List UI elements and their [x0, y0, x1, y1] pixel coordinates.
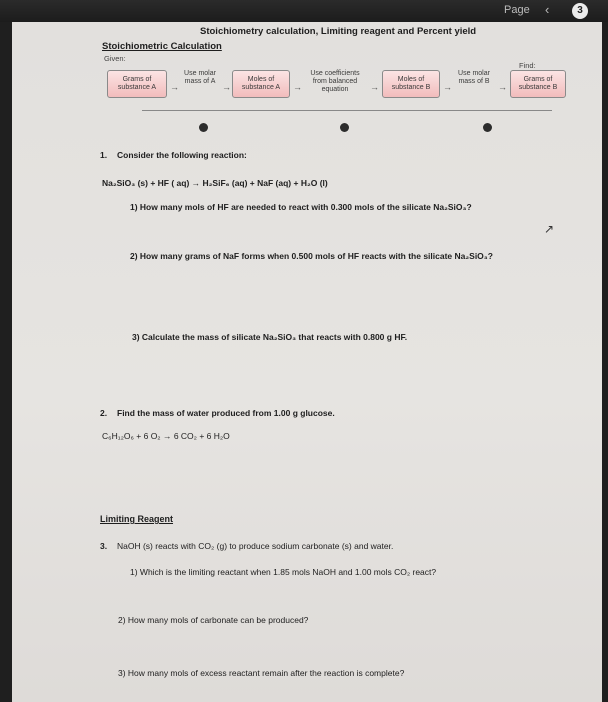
grams-substance-a-box: Grams of substance A: [107, 70, 167, 98]
previous-page-icon[interactable]: ‹: [545, 2, 550, 17]
section-heading-limiting-reagent: Limiting Reagent: [100, 514, 174, 524]
step-marker-1: [199, 123, 208, 132]
bracket-line: [422, 110, 552, 111]
question-1-number: 1.: [100, 150, 108, 160]
worksheet-page: [12, 22, 602, 702]
cursor-icon: ↗: [544, 222, 555, 236]
use-coefficients-label: Use coefficients from balanced equation: [310, 70, 360, 93]
bracket-line: [282, 110, 422, 111]
question-1-text: Consider the following reaction:: [117, 150, 247, 160]
viewer-toolbar: [0, 0, 608, 22]
flow-arrow-icon: →: [222, 82, 231, 92]
question-3-number: 3.: [100, 541, 108, 551]
question-1-part-2: 2) How many grams of NaF forms when 0.500 mols of HF reacts with the silicate Na₂SiO₃?: [130, 251, 493, 261]
question-1-part-1: 1) How many mols of HF are needed to react with 0.300 mols of the silicate Na₂SiO₃?: [130, 202, 472, 212]
find-label: Find:: [519, 61, 536, 70]
page-label: Page: [504, 4, 530, 16]
question-3-part-3: 3) How many mols of excess reactant remain after the reaction is complete?: [118, 668, 405, 678]
question-1-reaction: Na₂SiO₃ (s) + HF ( aq) → H₂SiF₆ (aq) + NaF (aq) + H₂O (l): [102, 178, 328, 188]
moles-substance-a-box: Moles of substance A: [232, 70, 290, 98]
question-3-part-2: 2) How many mols of carbonate can be produced?: [118, 615, 309, 625]
page-number-badge[interactable]: 3: [572, 3, 588, 19]
grams-substance-b-box: Grams of substance B: [510, 70, 566, 98]
step-marker-2: [340, 123, 349, 132]
section-heading-stoichiometric: Stoichiometric Calculation: [102, 41, 222, 52]
step-marker-3: [483, 123, 492, 132]
bracket-line: [142, 110, 282, 111]
moles-substance-b-box: Moles of substance B: [382, 70, 440, 98]
flow-arrow-icon: →: [443, 82, 452, 92]
question-2-text: Find the mass of water produced from 1.00 g glucose.: [117, 408, 335, 418]
use-molar-mass-b-label: Use molar mass of B: [458, 70, 490, 85]
page-title: Stoichiometry calculation, Limiting reagent and Percent yield: [200, 26, 477, 37]
question-2-number: 2.: [100, 408, 108, 418]
use-molar-mass-a-label: Use molar mass of A: [184, 70, 216, 85]
flow-arrow-icon: →: [170, 82, 179, 92]
question-2-reaction: C₆H₁₂O₆ + 6 O₂ → 6 CO₂ + 6 H₂O: [102, 431, 230, 441]
flow-arrow-icon: →: [498, 82, 507, 92]
given-label: Given:: [104, 54, 126, 63]
flow-arrow-icon: →: [293, 82, 302, 92]
flow-arrow-icon: →: [370, 82, 379, 92]
question-3-part-1: 1) Which is the limiting reactant when 1.85 mols NaOH and 1.00 mols CO₂ react?: [130, 567, 437, 577]
question-3-text: NaOH (s) reacts with CO₂ (g) to produce sodium carbonate (s) and water.: [117, 541, 394, 551]
question-1-part-3: 3) Calculate the mass of silicate Na₂SiO₃ that reacts with 0.800 g HF.: [132, 332, 408, 342]
